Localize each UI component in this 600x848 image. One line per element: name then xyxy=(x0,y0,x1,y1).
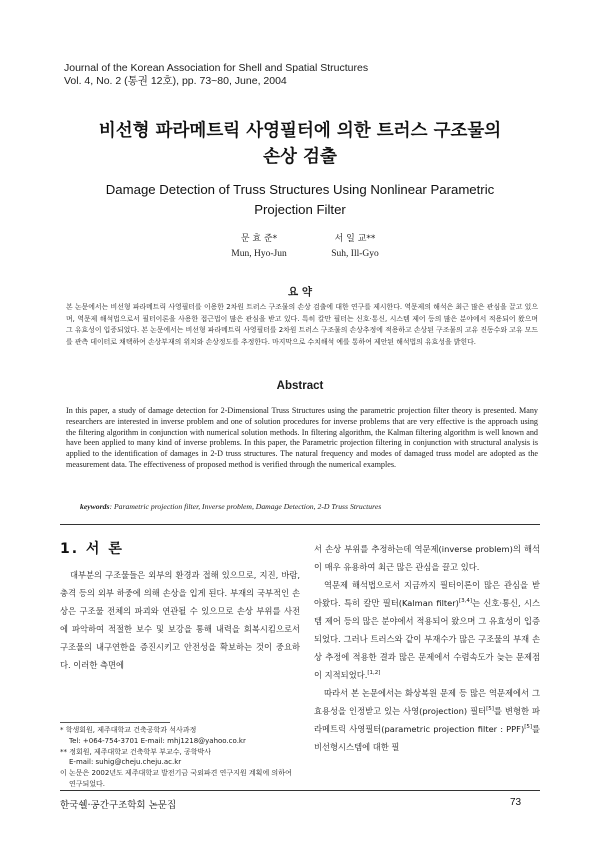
footnotes xyxy=(60,725,300,790)
author-2 xyxy=(300,232,410,262)
page-number: 73 xyxy=(510,797,522,808)
author-1-english-name: Mun, Hyo-Jun xyxy=(231,249,287,259)
intro-paragraph-2: 서 손상 부위를 추정하는데 역문제(inverse problem)의 해석이 매우 유용하여 최근 많은 관심을 끌고 있다. xyxy=(314,544,540,572)
intro-paragraph-1: 대부분의 구조물들은 외부의 환경과 접해 있으므로, 지진, 바람, 충격 등의 외부 하중에 의해 손상을 입게 된다. 부재의 국부적인 손상은 구조물 전체의 파괴와 연관될 수 있으므로 손상 부위를 사전에 파악하여 적절한 보수 및 보강을 통해 내력을 회복시킴으로서 구조물의 내구연한을 증진시키고 안전성을 확보하는 것이 중요하다. 이러한 측면에 xyxy=(60,570,300,670)
citation: [5] xyxy=(486,706,494,713)
footnote-1: * 학생회원, 제주대학교 건축공학과 석사과정 xyxy=(60,726,197,734)
author-1 xyxy=(204,232,314,262)
journal-header xyxy=(64,62,368,88)
footnote-3: 이 논문은 2002년도 제주대학교 발전기금 국외파견 연구지원 계획에 의하여 연구되었다. xyxy=(60,769,292,788)
citation: [3,4] xyxy=(458,598,472,605)
footer-divider xyxy=(60,790,540,791)
journal-volume: Vol. 4, No. 2 (통권 12호), pp. 73~80, June, 2004 xyxy=(64,75,287,87)
intro-paragraph-4: 따라서 본 논문에서는 화상복원 문제 등 많은 역문제에서 그 효용성을 인정받고 있는 사영(projection) 필터[5]를 변형한 파라메트릭 사영필터(parametric projection filter : PPF)[5]를 비선형시스템에 대한 필 xyxy=(314,688,540,752)
english-abstract-heading: Abstract xyxy=(276,380,324,392)
citation: [1,2] xyxy=(367,670,381,677)
author-2-english-name: Suh, Ill-Gyo xyxy=(331,249,379,259)
english-title-line1: Damage Detection of Truss Structures Using Nonlinear Parametric xyxy=(105,182,495,197)
keywords-text: : Parametric projection filter, Inverse problem, Damage Detection, 2-D Truss Structures xyxy=(109,502,382,511)
korean-abstract-heading: 요 약 xyxy=(288,286,312,298)
korean-title xyxy=(0,118,600,170)
journal-name: Journal of the Korean Association for Shell and Spatial Structures xyxy=(64,62,369,74)
korean-abstract-text: 본 논문에서는 비선형 파라메트릭 사영필터를 이용한 2차원 트러스 구조물의 손상 검출에 대한 연구를 제시한다. 역문제의 해석은 최근 많은 관심을 끌고 있으며, 역문제 해석법으로서 필터이론을 사용한 접근법이 많은 관심을 받고 있다. 특히 칼만 필터는 신호·통신, 시스템 제어 등의 많은 분야에서 적용되어 왔으며 그 유효성이 입증되었다. 본 논문에서는 비선형 파라메트릭 사영필터를 2차원 트러스 구조물의 손상추정에 적용하고 손상된 구조물의 고유 진동수와 고유 모드를 관측 데이터로 채택하여 손상부재의 위치와 손상정도를 추정한다. 마지막으로 수치해석 예를 통하여 제안된 해석법의 유효성을 밝힌다. xyxy=(66,303,539,346)
footnote-2-contact: E-mail: suhig@cheju.cheju.ac.kr xyxy=(69,758,182,767)
left-column xyxy=(60,566,300,674)
intro-paragraph-3: 역문제 해석법으로서 지금까지 필터이론이 많은 관심을 받아왔다. 특히 칼만 필터(Kalman filter)[3,4]는 신호·통신, 시스템 제어 등의 많은 분야에서 적용되어 왔으며 그 유효성이 입증되었다. 그러나 트러스와 같이 부재수가 많은 구조물의 부재 손상 추정에 적용한 결과 많은 문제에서 수렴속도가 늦는 문제점이 지적되었다.[1,2] xyxy=(314,580,540,680)
korean-title-line1: 비선형 파라메트릭 사영필터에 의한 트러스 구조물의 xyxy=(98,121,502,141)
english-title-line2: Projection Filter xyxy=(254,202,346,217)
english-abstract-text: In this paper, a study of damage detection for 2-Dimensional Truss Structures using the parametric projection filter theory is presented. Many researchers are interested in inverse problem and one of solution procedures for inverse problems that are very effective is the approach using the filtering algorithm in conjunction with numerical solution methods. In filtering algorithm, the Kalman filtering algorithm is well known and have been applied to many kind of inverse problems. In this paper, the Parametric projection filtering in conjunction with structural analysis is applied to the identification of damages in 2-D truss structures. The natural frequency and modes of damaged truss model are adopted as the measurement data. The effectiveness of proposed method is verified through the numerical examples. xyxy=(66,406,538,469)
section-divider xyxy=(60,524,540,525)
keywords xyxy=(80,502,381,511)
author-1-korean-name: 문 효 준* xyxy=(240,234,278,244)
footnote-rule xyxy=(60,722,170,723)
korean-title-line2: 손상 검출 xyxy=(263,147,337,167)
english-title xyxy=(0,180,600,220)
footer-journal-name: 한국쉘·공간구조학회 논문집 xyxy=(60,800,177,811)
author-2-korean-name: 서 일 교** xyxy=(334,234,376,244)
right-column xyxy=(314,540,540,756)
keywords-label: keywords xyxy=(80,502,110,511)
footnote-2: ** 정회원, 제주대학교 건축학부 부교수, 공학박사 xyxy=(60,747,212,756)
citation: [5] xyxy=(524,724,532,731)
footnote-1-contact: Tel: +064-754-3701 E-mail: mhj1218@yahoo.co.kr xyxy=(69,736,246,745)
section-1-title: 1. 서 론 xyxy=(60,541,124,557)
